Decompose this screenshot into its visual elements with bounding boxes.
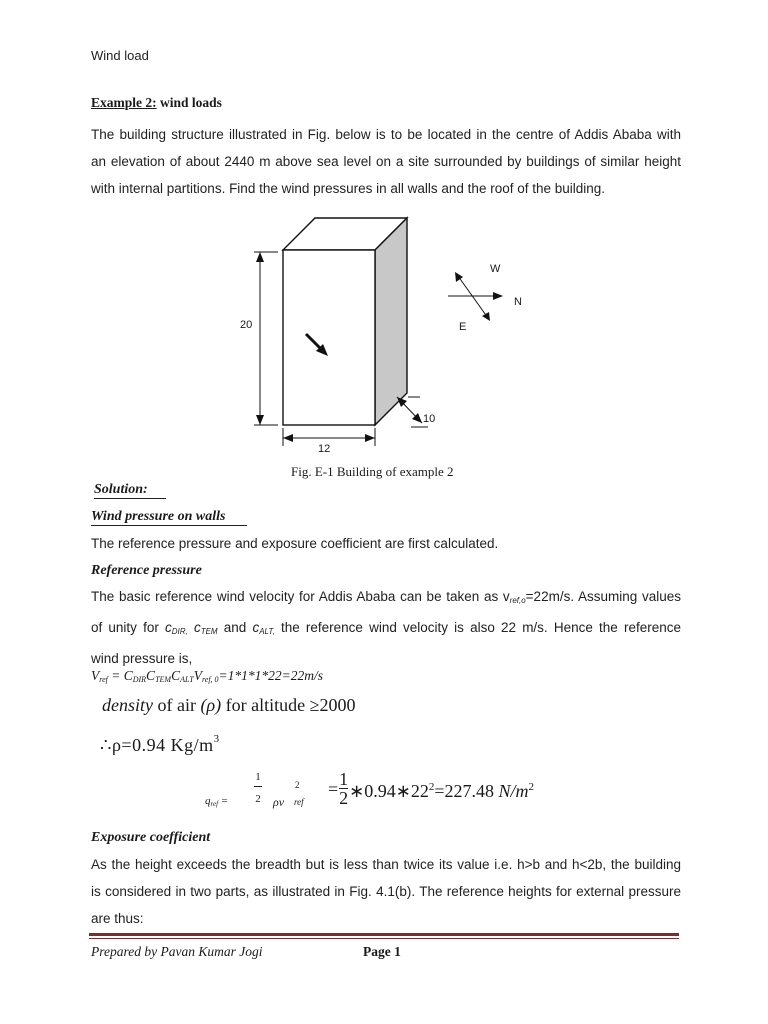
- intro-line-2: an elevation of about 2440 m above sea level on a site surrounded by buildings of similar height: [91, 154, 681, 169]
- height-label: 20: [240, 319, 253, 331]
- running-header: Wind load: [91, 48, 149, 63]
- example-title: wind loads: [156, 95, 222, 110]
- density-statement: density of air (ρ) for altitude ≥2000: [102, 695, 356, 715]
- intro-line-3: with internal partitions. Find the wind pressures in all walls and the roof of the building.: [91, 181, 606, 196]
- reference-pressure-heading: Reference pressure: [91, 563, 202, 578]
- ref-line-1: The basic reference wind velocity for Addis Ababa can be taken as $v_{ref,o}=22m/s$. Assuming values: [91, 589, 681, 605]
- reference-pressure-paragraph: [91, 583, 681, 672]
- qref-ref-subscript: ref: [294, 797, 304, 807]
- exposure-paragraph: [91, 851, 681, 932]
- qref-lhs: $q_{ref}$ =: [205, 795, 229, 808]
- intro-line-1: The building structure illustrated in Fig. below is to be located in the centre of Addis Ababa with: [91, 127, 681, 142]
- footer-author: Prepared by Pavan Kumar Jogi: [91, 944, 263, 959]
- ref-line-2: of unity for $c_{DIR,}$ $c_{TEM}$ and $c_{ALT,}$ the reference wind velocity is also 22 m/s. Hence the reference: [91, 620, 681, 636]
- footer-rule-thick: [89, 933, 679, 936]
- building-figure: [230, 210, 550, 460]
- compass-west-label: W: [490, 263, 501, 275]
- qref-half-denominator: 2: [255, 793, 261, 805]
- footer-rule-thin: [89, 938, 679, 939]
- qref-half-bar: [254, 786, 262, 787]
- building-front-face: [283, 250, 375, 425]
- qref-rho-v: ρv: [273, 795, 285, 809]
- walls-text: The reference pressure and exposure coefficient are first calculated.: [91, 536, 499, 551]
- solution-heading: Solution:: [94, 482, 166, 499]
- compass-diagonal-line: [458, 276, 488, 318]
- intro-paragraph: [91, 121, 681, 202]
- vref-equation: $V_{ref} = C_{DIR}C_{TEM}C_{ALT}V_{ref, 0}=1*1*1*22=22m/s$: [91, 668, 324, 684]
- building-side-face: [375, 218, 407, 425]
- walls-heading: Wind pressure on walls: [91, 509, 247, 526]
- qref-rhs: = $\frac{1}{2}$ $∗0.94∗22^2=227.48$ $N/m^2$: [328, 769, 534, 808]
- ref-line-3: wind pressure is,: [91, 651, 193, 666]
- example-label: Example 2:: [91, 95, 157, 110]
- rho-value: ∴ρ=0.94 $Kg/m^3$: [100, 733, 220, 755]
- exposure-line-1: As the height exceeds the breadth but is less than twice its value i.e. h>b and h<2b, the building: [91, 857, 681, 872]
- qref-v-exponent: 2: [295, 780, 300, 790]
- width-label: 12: [318, 443, 331, 455]
- qref-half-numerator: 1: [255, 771, 261, 783]
- figure-caption: Fig. E-1 Building of example 2: [291, 464, 454, 479]
- footer-page-number: Page 1: [363, 944, 401, 959]
- exposure-heading: Exposure coefficient: [91, 830, 211, 845]
- exposure-line-3: are thus:: [91, 911, 144, 926]
- example-heading: [91, 95, 222, 111]
- compass-east-label: E: [459, 321, 467, 333]
- exposure-line-2: is considered in two parts, as illustrated in Fig. 4.1(b). The reference heights for external pressure: [91, 884, 681, 899]
- depth-label: 10: [423, 413, 436, 425]
- compass-north-label: N: [514, 296, 522, 308]
